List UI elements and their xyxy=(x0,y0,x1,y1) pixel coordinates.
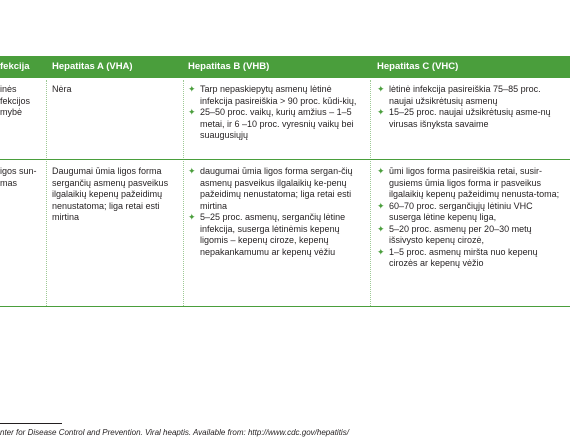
row-divider xyxy=(0,159,570,160)
bullet-icon: ✦ xyxy=(377,246,385,257)
header-hcv: Hepatitas C (VHC) xyxy=(377,61,459,72)
list-item: ✦ 25–50 proc. vaikų, kurių amžius – 1–5 metai, ir 6 –10 proc. vyresnių vaikų bei suaugusiųjų xyxy=(188,107,354,140)
bullet-icon: ✦ xyxy=(188,212,196,222)
header-hav: Hepatitas A (VHA) xyxy=(52,61,133,72)
row1-label: inės fekcijos mybė xyxy=(0,84,31,117)
row2-hbv-cell xyxy=(188,166,360,258)
header-hbv: Hepatitas B (VHB) xyxy=(188,61,270,72)
row1-hbv-cell xyxy=(188,84,360,142)
row1-hcv-cell xyxy=(377,84,567,130)
column-divider xyxy=(46,80,47,306)
bullet-icon: ✦ xyxy=(188,166,196,176)
bullet-icon: ✦ xyxy=(377,107,385,117)
header-infection: fekcija xyxy=(0,61,30,72)
footnote-rule xyxy=(0,423,62,424)
row2-hav-cell: Daugumai ūmia ligos forma sergančių asmenų pasveikus ilgalaikių kepenų pažeidimų nenustatoma; liga retai esti mirtina xyxy=(52,166,169,222)
bullet-icon: ✦ xyxy=(377,166,385,176)
table-header xyxy=(0,56,570,78)
list-item: ✦ 1–5 proc. asmenų miršta nuo kepenų cirozės ar kepenų vėžio xyxy=(377,246,538,268)
list-item: ✦ 60–70 proc. sergančiųjų lėtiniu VHC suserga lėtine kepenų liga, xyxy=(377,200,533,222)
column-divider xyxy=(370,80,371,306)
list-item: ✦ 15–25 proc. naujai užsikrėtusių asme-nų virusas išnyksta savaime xyxy=(377,107,551,129)
row2-hcv-cell xyxy=(377,166,567,270)
list-item: ✦ daugumai ūmia ligos forma sergan-čių asmenų pasveikus ilgalaikių ke-penų pažeidimų nenustatoma; liga retai esti mirtina xyxy=(188,166,353,211)
list-item: ✦ lėtinė infekcija pasireiškia 75–85 proc. naujai užsikrėtusių asmenų xyxy=(377,84,541,106)
row-divider xyxy=(0,306,570,307)
list-item: ✦ Tarp nepaskiepytų asmenų lėtinė infekcija pasireiškia > 90 proc. kūdi-kių, xyxy=(188,84,357,106)
bullet-icon: ✦ xyxy=(377,200,385,211)
bullet-icon: ✦ xyxy=(188,84,196,94)
row1-hav-cell: Nėra xyxy=(52,84,72,94)
column-divider xyxy=(183,80,184,306)
bullet-icon: ✦ xyxy=(377,223,385,234)
bullet-icon: ✦ xyxy=(377,84,385,94)
row2-label: igos sun- mas xyxy=(0,166,37,188)
list-item: ✦ 5–20 proc. asmenų per 20–30 metų išsivysto kepenų cirozė, xyxy=(377,223,532,245)
list-item: ✦ ūmi ligos forma pasireiškia retai, susir-gusiems ūmia ligos forma ir pasveikus ilgalaikių kepenų pažeidimų nenusta-toma; xyxy=(377,166,560,199)
bullet-icon: ✦ xyxy=(188,107,196,117)
list-item: ✦ 5–25 proc. asmenų, sergančių lėtine infekcija, suserga lėtinėmis kepenų ligomis – kepenų ciroze, kepenų nepakankamumu ar kepenų vėžiu xyxy=(188,212,346,257)
footnote: nter for Disease Control and Prevention. Viral heaptis. Available from: http://www.cdc.gov/hepatitis/ xyxy=(0,428,349,437)
